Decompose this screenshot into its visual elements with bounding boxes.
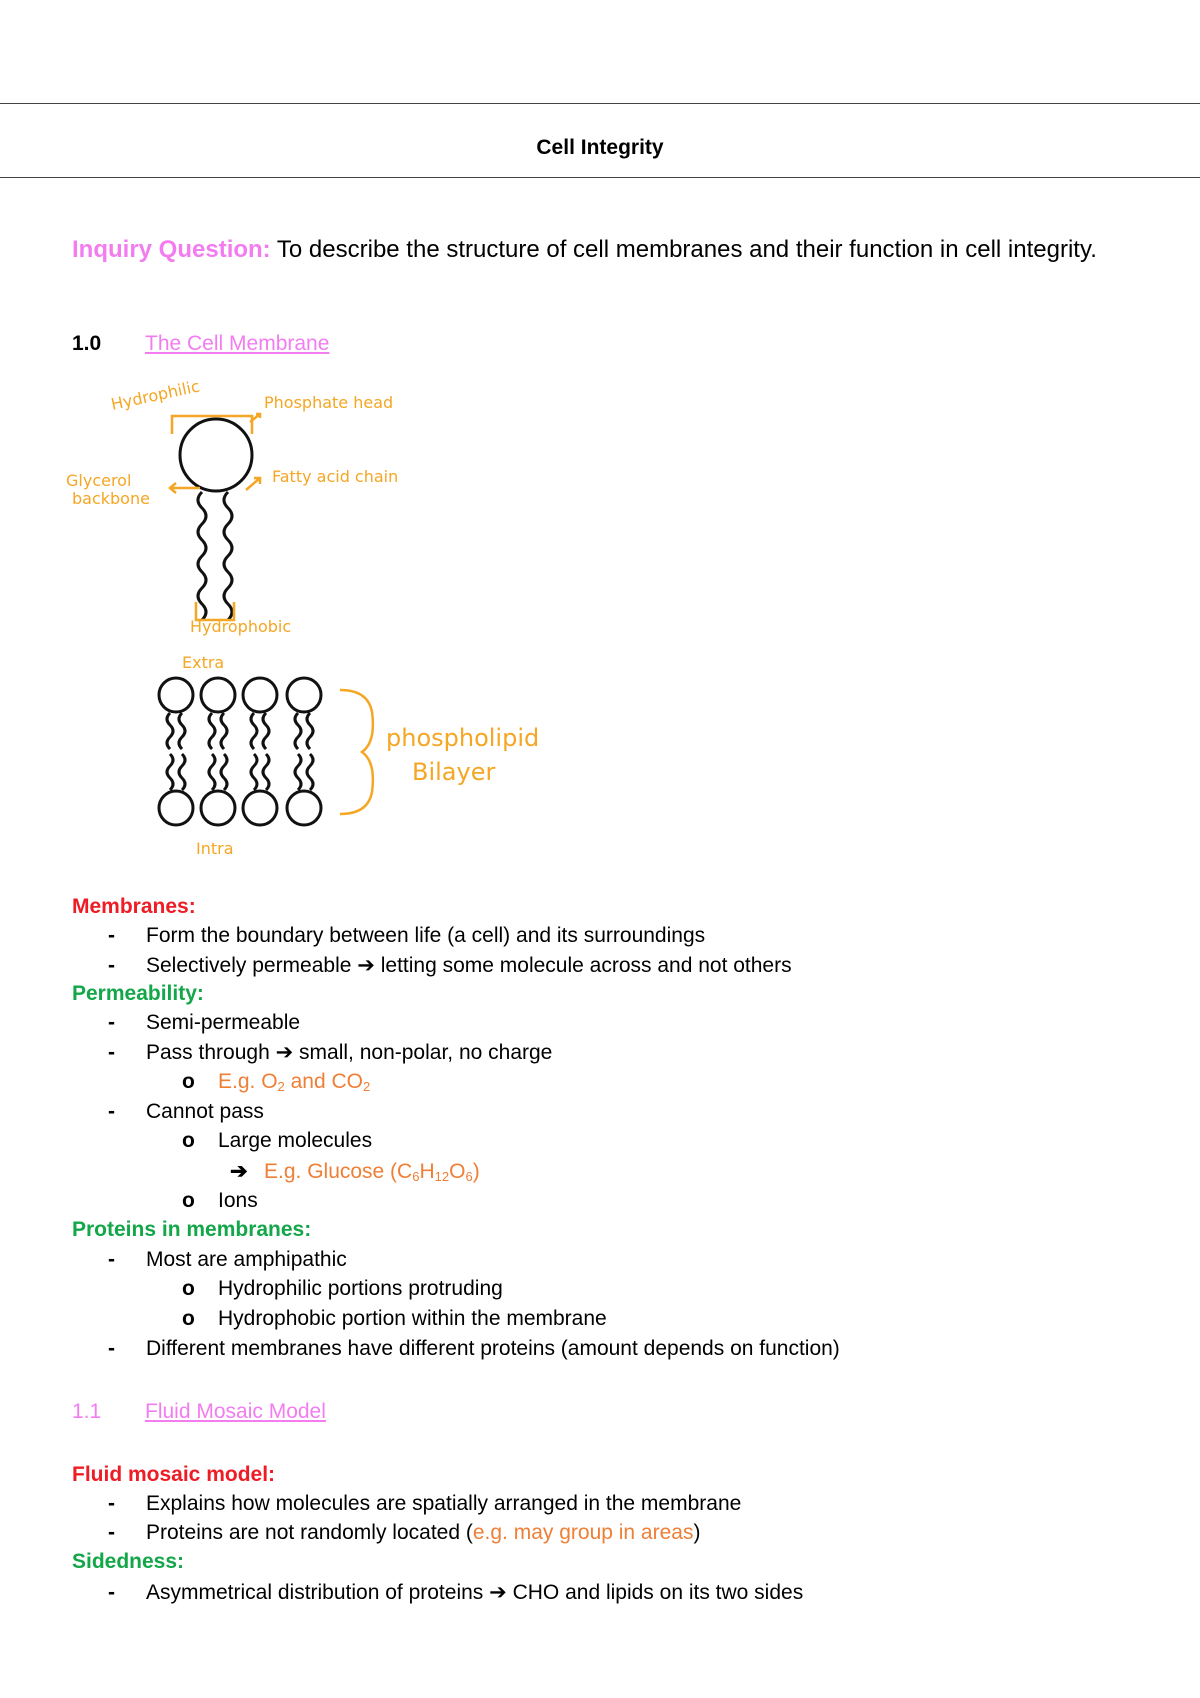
list-item: - Proteins are not randomly located (e.g. may group in areas) xyxy=(108,1521,701,1544)
label-glycerol: Glycerol xyxy=(66,471,132,490)
label-phosphate-head: Phosphate head xyxy=(264,393,394,412)
label-bilayer: Bilayer xyxy=(412,758,496,786)
inquiry-text: To describe the structure of cell membranes and their function in cell integrity. xyxy=(270,236,1097,263)
phosphate-head-circle xyxy=(180,419,252,491)
list-item: o Large molecules xyxy=(182,1129,373,1152)
list-item: - Most are amphipathic xyxy=(108,1248,347,1271)
section-title: The Cell Membrane xyxy=(145,332,330,355)
fatty-acid-tail-left xyxy=(198,492,206,620)
label-fatty-acid: Fatty acid chain xyxy=(272,467,399,486)
list-item: o Ions xyxy=(182,1189,258,1212)
list-item: ➔ E.g. Glucose $(C_6H_{12}O_6)$ xyxy=(230,1157,480,1191)
arrow-icon: ➔ xyxy=(230,1160,248,1183)
sidedness-heading: Sidedness: xyxy=(72,1550,185,1573)
permeability-heading: Permeability: xyxy=(72,982,204,1005)
arrow-icon: ➔ xyxy=(489,1581,507,1604)
label-phospholipid: phospholipid xyxy=(386,724,540,752)
label-hydrophobic: Hydrophobic xyxy=(190,617,292,636)
label-backbone: backbone xyxy=(72,489,150,508)
bilayer-drawing xyxy=(159,678,321,825)
top-rule xyxy=(0,103,1200,104)
section-number: 1.1 xyxy=(72,1400,102,1423)
section-heading-2 xyxy=(72,1400,326,1424)
list-item: - Different membranes have different proteins (amount depends on function) xyxy=(108,1337,840,1360)
fluid-heading: Fluid mosaic model: xyxy=(72,1463,276,1486)
list-item: o Hydrophilic portions protruding xyxy=(182,1277,503,1300)
list-item: - Asymmetrical distribution of proteins ➔ CHO and lipids on its two sides xyxy=(108,1581,804,1604)
list-item: - Semi-permeable xyxy=(108,1011,301,1034)
membranes-heading: Membranes: xyxy=(72,895,196,918)
arrow-icon: ➔ xyxy=(275,1041,294,1064)
section-title: Fluid Mosaic Model xyxy=(145,1400,326,1423)
list-item: o Hydrophobic portion within the membrane xyxy=(182,1307,607,1330)
phospholipid-diagram xyxy=(0,370,600,870)
bilayer-brace xyxy=(340,690,373,814)
title-rule xyxy=(0,177,1200,178)
inquiry-label: Inquiry Question: xyxy=(72,236,271,263)
section-number: 1.0 xyxy=(72,332,102,355)
list-item: - Explains how molecules are spatially arranged in the membrane xyxy=(108,1492,742,1515)
fatty-acid-tail-right xyxy=(224,492,232,620)
inquiry-question xyxy=(72,232,1132,268)
list-item: - Form the boundary between life (a cell) and its surroundings xyxy=(108,924,706,947)
list-item: - Selectively permeable ➔ letting some molecule across and not others xyxy=(108,954,792,977)
section-heading-1 xyxy=(72,332,329,356)
page-title: Cell Integrity xyxy=(536,136,664,159)
label-hydrophilic: Hydrophilic xyxy=(109,376,202,414)
label-extra: Extra xyxy=(182,653,225,672)
list-item: o E.g. $O_2$ and $CO_2$ xyxy=(182,1070,371,1094)
arrow-icon: ➔ xyxy=(357,954,375,977)
label-intra: Intra xyxy=(196,839,234,858)
list-item: - Cannot pass xyxy=(108,1100,264,1123)
list-item: - Pass through ➔ small, non-polar, no charge xyxy=(108,1041,553,1064)
proteins-heading: Proteins in membranes: xyxy=(72,1218,312,1241)
